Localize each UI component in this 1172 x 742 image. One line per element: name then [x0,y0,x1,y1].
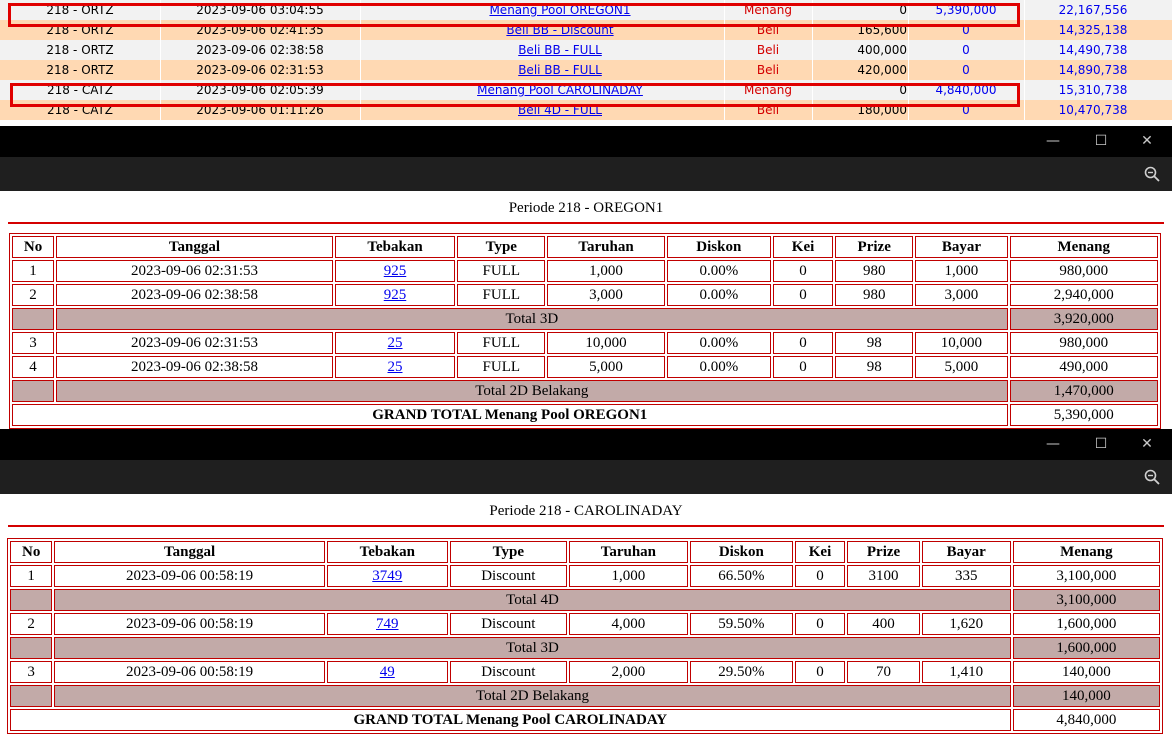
transaction-date: 2023-09-06 02:38:58 [196,43,324,57]
column-header: Type [450,541,567,563]
cell-kei: 0 [773,260,833,282]
subtotal-value: 1,600,000 [1013,637,1160,659]
cell-prize: 3100 [847,565,920,587]
transaction-row [0,60,1172,80]
cell-tanggal: 2023-09-06 00:58:19 [54,613,324,635]
tebakan-link[interactable]: 925 [383,263,407,279]
cell-prize: 70 [847,661,920,683]
close-button[interactable]: ✕ [1141,133,1153,149]
tebakan-link[interactable]: 3749 [372,568,403,584]
transaction-balance: 14,490,738 [1058,43,1128,57]
cell-bayar: 5,000 [915,356,1007,378]
cell-no: 3 [10,661,52,683]
cell-taruhan: 1,000 [547,260,664,282]
column-header: Tanggal [56,236,333,258]
cell-kei: 0 [773,332,833,354]
cell-tanggal: 2023-09-06 02:38:58 [56,356,333,378]
column-header: Prize [847,541,920,563]
cell-taruhan: 10,000 [547,332,664,354]
cell-tebakan [327,613,448,635]
transaction-periode: 218 - ORTZ [46,63,114,77]
transaction-desc[interactable]: Beli BB - FULL [518,43,602,57]
column-header: Diskon [667,236,771,258]
column-header: Menang [1010,236,1158,258]
transaction-date: 2023-09-06 02:05:39 [196,83,324,97]
transaction-desc[interactable]: Beli BB - Discount [506,23,614,37]
popup-window-carolinaday [0,429,1172,742]
zoom-out-icon[interactable] [1144,166,1160,182]
minimize-button[interactable]: — [1046,436,1060,452]
window-titlebar [0,126,1172,157]
transaction-win: 4,840,000 [935,83,997,97]
transaction-periode: 218 - ORTZ [46,43,114,57]
cell-diskon: 0.00% [667,356,771,378]
column-header: No [10,541,52,563]
cell-menang: 490,000 [1010,356,1158,378]
column-header: Tebakan [335,236,455,258]
column-header: Bayar [922,541,1011,563]
transaction-balance: 14,325,138 [1058,23,1128,37]
transaction-amount: 400,000 [857,43,907,57]
cell-tebakan [335,284,455,306]
period-title: Periode 218 - CAROLINADAY [489,503,683,519]
subtotal-value: 3,100,000 [1013,589,1160,611]
cell-menang: 1,600,000 [1013,613,1160,635]
cell-type: FULL [457,356,545,378]
cell-menang: 980,000 [1010,332,1158,354]
cell-tebakan [327,661,448,683]
maximize-button[interactable]: ☐ [1094,133,1108,149]
cell-diskon: 29.50% [690,661,793,683]
transaction-desc[interactable]: Menang Pool CAROLINADAY [477,83,643,97]
cell-no: 2 [12,284,54,306]
table-row [10,661,1160,683]
cell-type: FULL [457,284,545,306]
grand-total-label: GRAND TOTAL Menang Pool OREGON1 [12,404,1008,426]
transaction-type: Beli [756,23,780,37]
transaction-type: Menang [744,3,792,17]
cell-diskon: 59.50% [690,613,793,635]
cell-taruhan: 4,000 [569,613,688,635]
transaction-win: 0 [962,23,970,37]
cell-kei: 0 [795,613,845,635]
transaction-date: 2023-09-06 02:31:53 [196,63,324,77]
column-header: Taruhan [547,236,664,258]
cell-tebakan [335,356,455,378]
cell-bayar: 335 [922,565,1011,587]
subtotal-label: Total 2D Belakang [54,685,1010,707]
tebakan-link[interactable]: 749 [376,616,399,632]
cell-prize: 980 [835,284,913,306]
highlight-box [8,3,1020,27]
column-header: Bayar [915,236,1007,258]
cell-tanggal: 2023-09-06 02:38:58 [56,284,333,306]
cell-tebakan [335,260,455,282]
column-header: Tebakan [327,541,448,563]
cell-tanggal: 2023-09-06 00:58:19 [54,661,324,683]
empty-cell [10,637,52,659]
column-header: Prize [835,236,913,258]
transaction-amount: 180,000 [857,103,907,117]
transaction-date: 2023-09-06 03:04:55 [196,3,324,17]
transaction-balance: 10,470,738 [1058,103,1128,117]
bet-detail-table [7,538,1163,734]
cell-kei: 0 [795,661,845,683]
transaction-periode: 218 - ORTZ [46,3,114,17]
table-header-row [10,541,1160,563]
cell-diskon: 66.50% [690,565,793,587]
cell-menang: 3,100,000 [1013,565,1160,587]
cell-no: 4 [12,356,54,378]
transaction-periode: 218 - CATZ [46,83,114,97]
tebakan-link[interactable]: 25 [387,335,403,351]
cell-menang: 140,000 [1013,661,1160,683]
cell-bayar: 10,000 [915,332,1007,354]
transaction-periode: 218 - ORTZ [46,23,114,37]
subtotal-row [10,589,1160,611]
subtotal-value: 1,470,000 [1010,380,1158,402]
table-row [12,332,1158,354]
cell-prize: 400 [847,613,920,635]
transaction-date: 2023-09-06 02:41:35 [196,23,324,37]
cell-tanggal: 2023-09-06 02:31:53 [56,332,333,354]
transaction-balance: 15,310,738 [1058,83,1128,97]
minimize-button[interactable]: — [1046,133,1060,149]
cell-prize: 98 [835,332,913,354]
subtotal-label: Total 2D Belakang [56,380,1007,402]
column-header: Kei [773,236,833,258]
transaction-desc[interactable]: Beli 4D - FULL [518,103,602,117]
column-header: Taruhan [569,541,688,563]
transaction-type: Beli [756,43,780,57]
column-header: Diskon [690,541,793,563]
cell-kei: 0 [773,284,833,306]
cell-no: 2 [10,613,52,635]
window-toolbar [0,460,1172,494]
transaction-amount: 165,600 [857,23,907,37]
subtotal-row [10,637,1160,659]
cell-tebakan [335,332,455,354]
transaction-desc[interactable]: Beli BB - FULL [518,63,602,77]
tebakan-link[interactable]: 25 [387,359,403,375]
bet-detail-table [9,233,1161,429]
transaction-date: 2023-09-06 01:11:26 [196,103,324,117]
cell-bayar: 1,000 [915,260,1007,282]
cell-diskon: 0.00% [667,260,771,282]
cell-bayar: 3,000 [915,284,1007,306]
table-row [12,284,1158,306]
cell-tebakan [327,565,448,587]
transaction-balance: 14,890,738 [1058,63,1128,77]
subtotal-value: 140,000 [1013,685,1160,707]
table-row [10,613,1160,635]
subtotal-label: Total 4D [54,589,1010,611]
cell-no: 1 [10,565,52,587]
empty-cell [10,589,52,611]
cell-prize: 980 [835,260,913,282]
cell-type: Discount [450,661,567,683]
column-header: No [12,236,54,258]
transaction-win: 5,390,000 [935,3,997,17]
transaction-desc[interactable]: Menang Pool OREGON1 [489,3,631,17]
popup-content [0,494,1172,728]
maximize-button[interactable]: ☐ [1094,436,1108,452]
cell-type: Discount [450,613,567,635]
cell-tanggal: 2023-09-06 00:58:19 [54,565,324,587]
cell-prize: 98 [835,356,913,378]
transaction-balance: 22,167,556 [1058,3,1128,17]
transaction-type: Beli [756,103,780,117]
subtotal-row [12,380,1158,402]
cell-diskon: 0.00% [667,284,771,306]
transaction-amount: 0 [899,83,907,97]
transaction-win: 0 [962,103,970,117]
transaction-row [0,40,1172,60]
transaction-amount: 0 [899,3,907,17]
cell-kei: 0 [795,565,845,587]
subtotal-row [10,685,1160,707]
window-titlebar [0,429,1172,460]
popup-content [0,191,1172,423]
close-button[interactable]: ✕ [1141,436,1153,452]
grand-total-value: 5,390,000 [1010,404,1158,426]
subtotal-value: 3,920,000 [1010,308,1158,330]
subtotal-label: Total 3D [56,308,1007,330]
table-header-row [12,236,1158,258]
empty-cell [12,380,54,402]
grand-total-label: GRAND TOTAL Menang Pool CAROLINADAY [10,709,1011,731]
cell-type: FULL [457,260,545,282]
tebakan-link[interactable]: 49 [379,664,395,680]
column-header: Menang [1013,541,1160,563]
table-row [12,260,1158,282]
grand-total-row [12,404,1158,426]
subtotal-row [12,308,1158,330]
title-divider [8,525,1164,527]
transaction-list [0,0,1172,120]
column-divider [1024,0,1025,125]
tebakan-link[interactable]: 925 [383,287,407,303]
highlight-box [10,83,1020,107]
title-divider [8,222,1164,224]
transaction-periode: 218 - CATZ [46,103,114,117]
grand-total-value: 4,840,000 [1013,709,1160,731]
cell-tanggal: 2023-09-06 02:31:53 [56,260,333,282]
cell-taruhan: 5,000 [547,356,664,378]
transaction-type: Beli [756,63,780,77]
cell-taruhan: 2,000 [569,661,688,683]
cell-type: FULL [457,332,545,354]
table-row [12,356,1158,378]
transaction-amount: 420,000 [857,63,907,77]
empty-cell [10,685,52,707]
column-header: Type [457,236,545,258]
subtotal-label: Total 3D [54,637,1010,659]
cell-no: 3 [12,332,54,354]
column-header: Kei [795,541,845,563]
grand-total-row [10,709,1160,731]
cell-taruhan: 1,000 [569,565,688,587]
cell-bayar: 1,620 [922,613,1011,635]
transaction-win: 0 [962,43,970,57]
zoom-out-icon[interactable] [1144,469,1160,485]
window-toolbar [0,157,1172,191]
period-title: Periode 218 - OREGON1 [508,200,664,216]
cell-kei: 0 [773,356,833,378]
cell-no: 1 [12,260,54,282]
transaction-type: Menang [744,83,792,97]
table-row [10,565,1160,587]
cell-bayar: 1,410 [922,661,1011,683]
cell-type: Discount [450,565,567,587]
transaction-win: 0 [962,63,970,77]
cell-menang: 980,000 [1010,260,1158,282]
cell-diskon: 0.00% [667,332,771,354]
cell-menang: 2,940,000 [1010,284,1158,306]
column-header: Tanggal [54,541,324,563]
empty-cell [12,308,54,330]
cell-taruhan: 3,000 [547,284,664,306]
popup-window-oregon1 [0,126,1172,426]
